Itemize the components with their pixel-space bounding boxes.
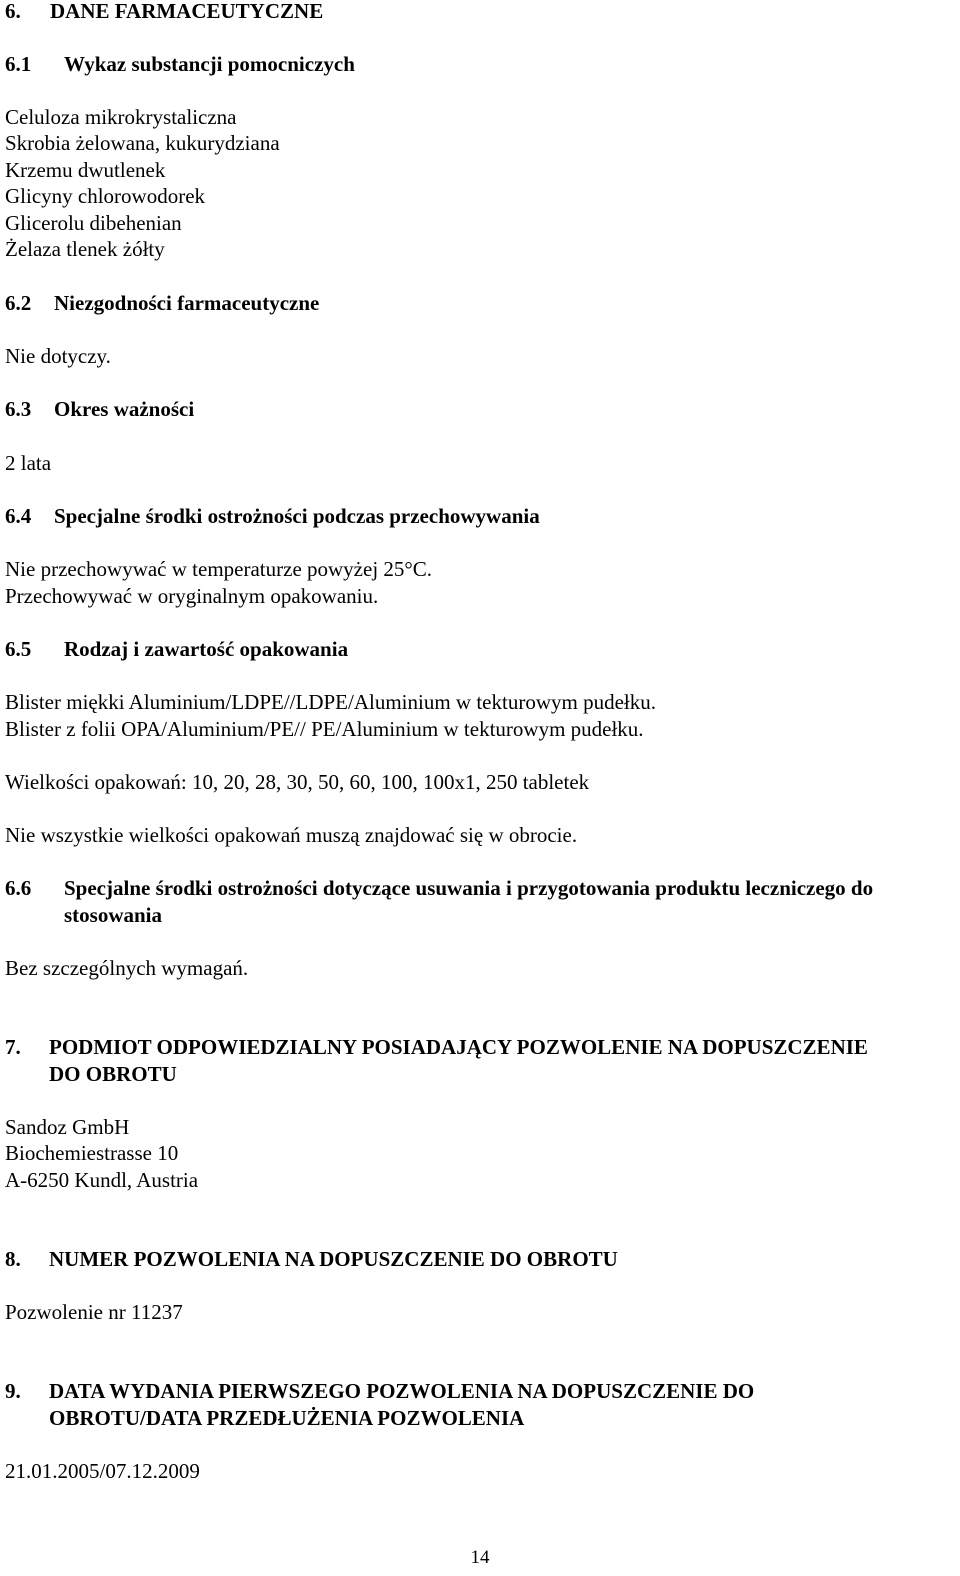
section-6-4-heading: Specjalne środki ostrożności podczas przechowywania: [54, 504, 540, 528]
pack-sizes-note: Nie wszystkie wielkości opakowań muszą znajdować się w obrocie.: [5, 823, 578, 847]
section-6-heading: DANE FARMACEUTYCZNE: [50, 0, 324, 23]
pack-sizes: Wielkości opakowań: 10, 20, 28, 30, 50, 60, 100, 100x1, 250 tabletek: [5, 770, 590, 794]
section-6-number: 6.: [5, 0, 21, 23]
section-6-4-number: 6.4: [5, 504, 32, 528]
excipient-item: Żelaza tlenek żółty: [5, 237, 165, 261]
section-6-3-heading: Okres ważności: [54, 397, 195, 421]
section-6-3-number: 6.3: [5, 397, 32, 421]
packaging-description: Blister z folii OPA/Aluminium/PE// PE/Aluminium w tekturowym pudełku.: [5, 717, 644, 741]
authorisation-number: Pozwolenie nr 11237: [5, 1300, 183, 1324]
excipient-item: Glicerolu dibehenian: [5, 211, 182, 235]
section-6-3-text: 2 lata: [5, 451, 52, 475]
packaging-description: Blister miękki Aluminium/LDPE//LDPE/Aluminium w tekturowym pudełku.: [5, 690, 656, 714]
section-7-heading: PODMIOT ODPOWIEDZIALNY POSIADAJĄCY POZWOLENIE NA DOPUSZCZENIE: [49, 1035, 868, 1059]
section-6-5-number: 6.5: [5, 637, 32, 661]
section-7-heading-cont: DO OBROTU: [49, 1062, 177, 1086]
company-city: A-6250 Kundl, Austria: [5, 1168, 199, 1192]
excipient-item: Celuloza mikrokrystaliczna: [5, 105, 237, 129]
section-8-number: 8.: [5, 1247, 21, 1271]
page-number: 14: [470, 1547, 490, 1568]
section-9-number: 9.: [5, 1379, 21, 1403]
section-7-number: 7.: [5, 1035, 21, 1059]
section-6-6-text: Bez szczególnych wymagań.: [5, 956, 249, 980]
section-8-heading: NUMER POZWOLENIA NA DOPUSZCZENIE DO OBROTU: [49, 1247, 618, 1271]
storage-instruction: Nie przechowywać w temperaturze powyżej 25°C.: [5, 557, 433, 581]
section-6-2-number: 6.2: [5, 291, 32, 315]
section-6-5-heading: Rodzaj i zawartość opakowania: [64, 637, 349, 661]
excipient-item: Glicyny chlorowodorek: [5, 184, 206, 208]
excipient-item: Krzemu dwutlenek: [5, 158, 166, 182]
company-name: Sandoz GmbH: [5, 1115, 130, 1139]
section-6-2-heading: Niezgodności farmaceutyczne: [54, 291, 320, 315]
section-6-6-number: 6.6: [5, 876, 32, 900]
section-6-1-number: 6.1: [5, 52, 32, 76]
excipient-item: Skrobia żelowana, kukurydziana: [5, 131, 280, 155]
section-9-heading: DATA WYDANIA PIERWSZEGO POZWOLENIA NA DOPUSZCZENIE DO: [49, 1379, 755, 1403]
section-6-2-text: Nie dotyczy.: [5, 344, 111, 368]
storage-instruction: Przechowywać w oryginalnym opakowaniu.: [5, 584, 379, 608]
section-6-6-heading-cont: stosowania: [64, 903, 163, 927]
section-6-1-heading: Wykaz substancji pomocniczych: [64, 52, 355, 76]
section-6-6-heading: Specjalne środki ostrożności dotyczące usuwania i przygotowania produktu leczniczego do: [64, 876, 874, 900]
section-9-heading-cont: OBROTU/DATA PRZEDŁUŻENIA POZWOLENIA: [49, 1406, 525, 1430]
company-street: Biochemiestrasse 10: [5, 1141, 179, 1165]
authorisation-dates: 21.01.2005/07.12.2009: [5, 1459, 200, 1483]
